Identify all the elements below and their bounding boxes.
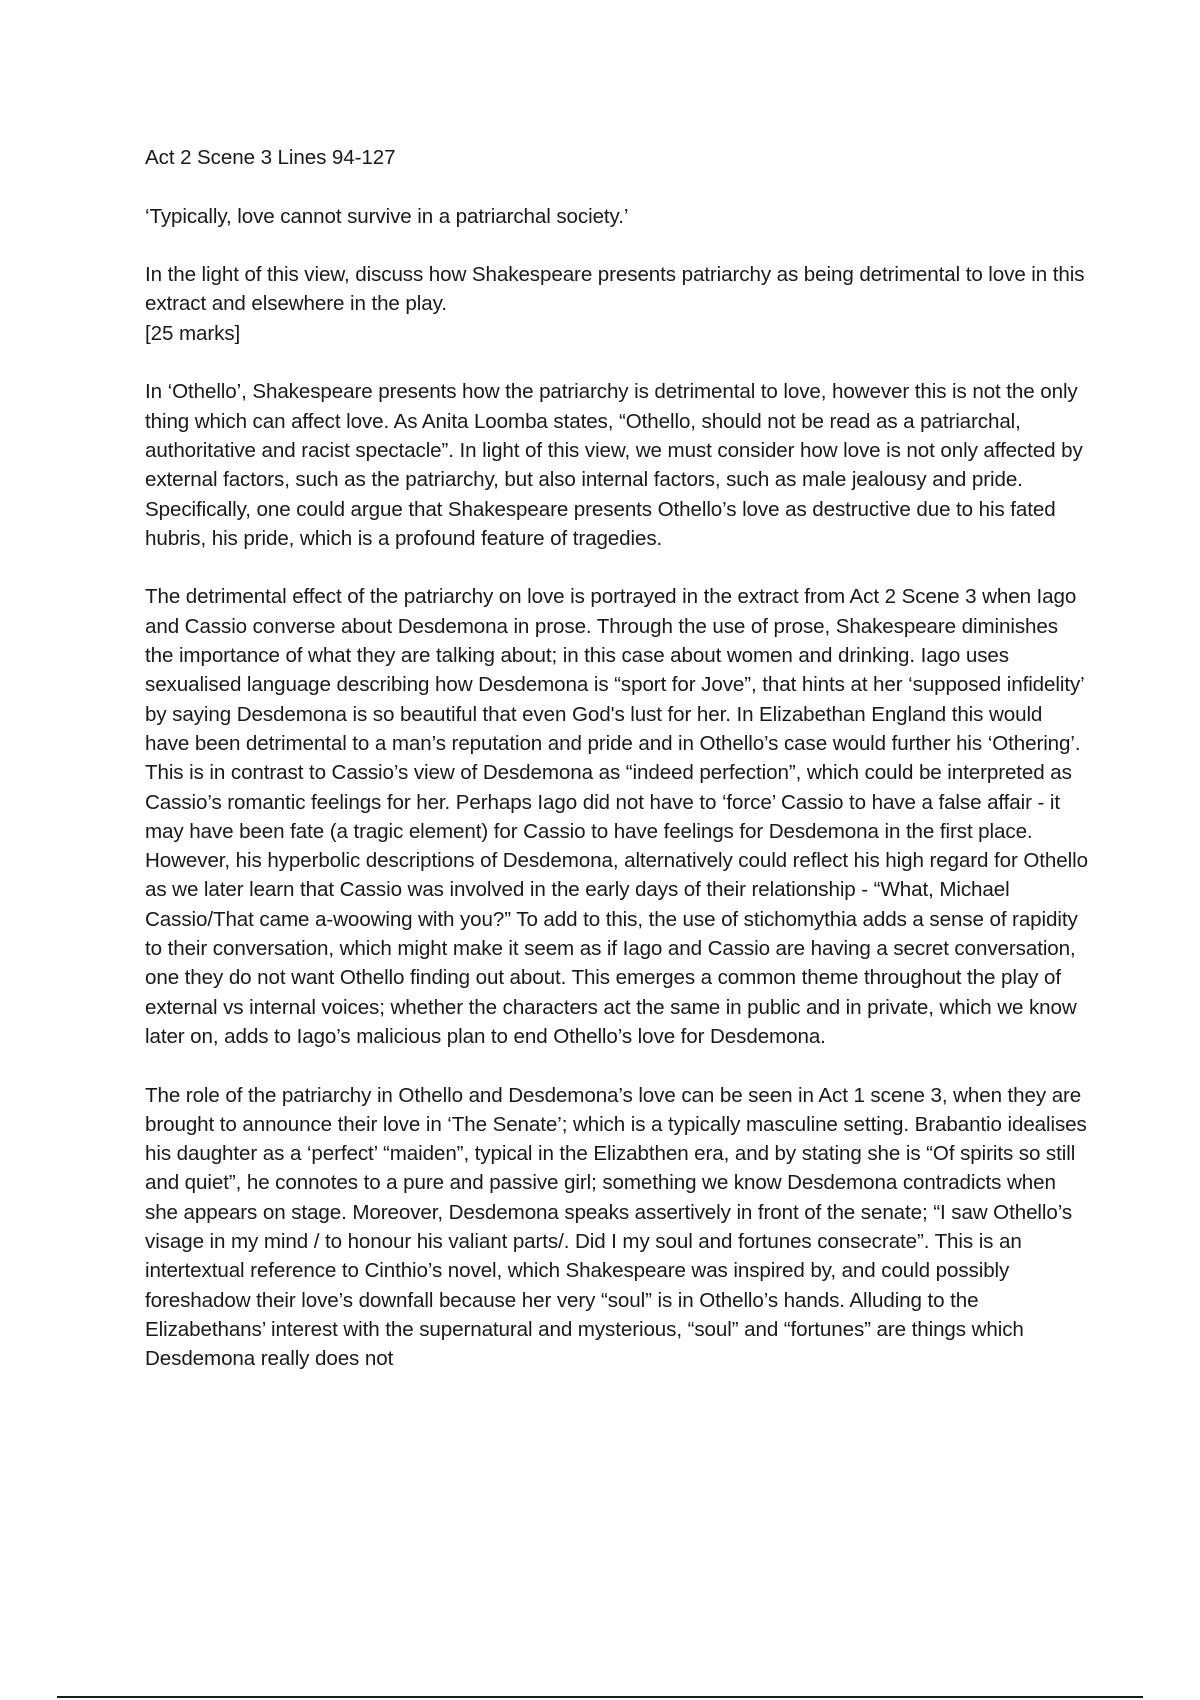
page-bottom-rule (57, 1696, 1143, 1698)
paragraph-extract-analysis: The detrimental effect of the patriarchy on love is portrayed in the extract from Act 2 Scene 3 when Iago and Cassio converse about Desdemona in prose. Through the use of prose, Shakespeare diminishes the importance of what they are talking about; in this case about women and drinking. Iago uses sexualised language describing how Desdemona is “sport for Jove”, that hints at her ‘supposed infidelity’ by saying Desdemona is so beautiful that even God's lust for her. In Elizabethan England this would have been detrimental to a man’s reputation and pride and in Othello’s case would further his ‘Othering’. This is in contrast to Cassio’s view of Desdemona as “indeed perfection”, which could be interpreted as Cassio’s romantic feelings for her. Perhaps Iago did not have to ‘force’ Cassio to have a false affair - it may have been fate (a tragic element) for Cassio to have feelings for Desdemona in the first place. However, his hyperbolic descriptions of Desdemona, alternatively could reflect his high regard for Othello as we later learn that Cassio was involved in the early days of their relationship - “What, Michael Cassio/That came a-woowing with you?” To add to this, the use of stichomythia adds a sense of rapidity to their conversation, which might make it seem as if Iago and Cassio are having a secret conversation, one they do not want Othello finding out about. This emerges a common theme throughout the play of external vs internal voices; whether the characters act the same in public and in private, which we know later on, adds to Iago’s malicious plan to end Othello’s love for Desdemona. (145, 585, 1088, 1048)
spacer (145, 1051, 1090, 1080)
document-page (145, 143, 1090, 1373)
spacer (145, 231, 1090, 260)
spacer (145, 172, 1090, 201)
essay-question: In the light of this view, discuss how Shakespeare presents patriarchy as being detrimental to love in this extract and elsewhere in the play. (145, 263, 1085, 316)
spacer (145, 553, 1090, 582)
paragraph-senate-analysis: The role of the patriarchy in Othello and Desdemona’s love can be seen in Act 1 scene 3, when they are brought to announce their love in ‘The Senate’; which is a typically masculine setting. Brabantio idealises his daughter as a ‘perfect’ “maiden”, typical in the Elizabthen era, and by stating she is “Of spirits so still and quiet”, he connotes to a pure and passive girl; something we know Desdemona contradicts when she appears on stage. Moreover, Desdemona speaks assertively in front of the senate; “I saw Othello’s visage in my mind / to honour his valiant parts/. Did I my soul and fortunes consecrate”. This is an intertextual reference to Cinthio’s novel, which Shakespeare was inspired by, and could possibly foreshadow their love’s downfall because her very “soul” is in Othello’s hands. Alluding to the Elizabethans’ interest with the supernatural and mysterious, “soul” and “fortunes” are things which Desdemona really does not (145, 1083, 1087, 1371)
essay-quote: ‘Typically, love cannot survive in a patriarchal society.’ (145, 204, 629, 228)
spacer (145, 348, 1090, 377)
marks-label: [25 marks] (145, 321, 241, 345)
document-heading: Act 2 Scene 3 Lines 94-127 (145, 146, 396, 169)
paragraph-introduction: In ‘Othello’, Shakespeare presents how the patriarchy is detrimental to love, however this is not the only thing which can affect love. As Anita Loomba states, “Othello, should not be read as a patriarchal, authoritative and racist spectacle”. In light of this view, we must consider how love is not only affected by external factors, such as the patriarchy, but also internal factors, such as male jealousy and pride. Specifically, one could argue that Shakespeare presents Othello’s love as destructive due to his fated hubris, his pride, which is a profound feature of tragedies. (145, 380, 1083, 550)
